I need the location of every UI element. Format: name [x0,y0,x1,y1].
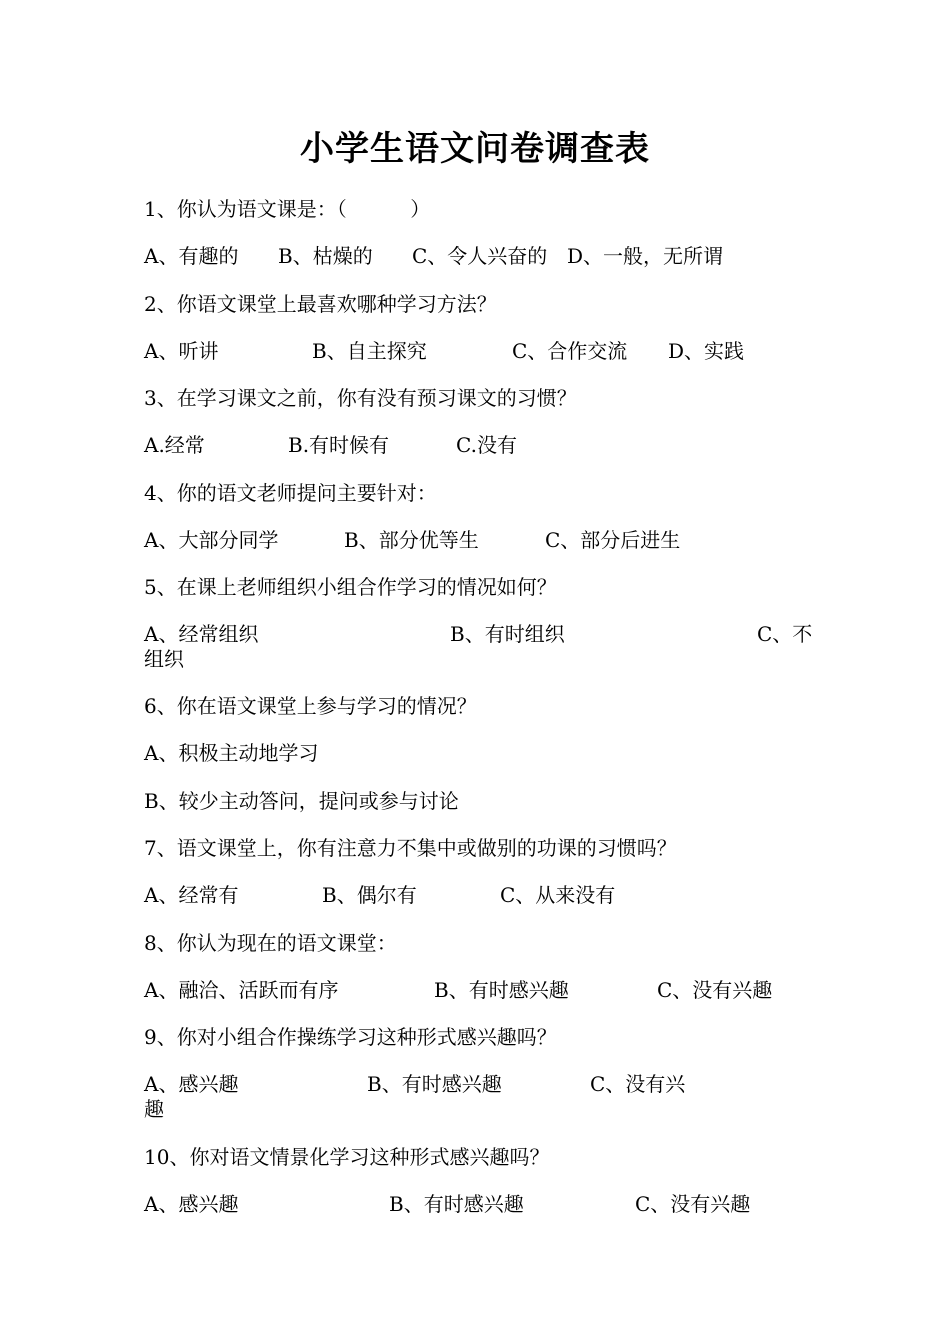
q8-option-c: C、没有兴趣 [657,978,773,1002]
q5-option-c-wrap: 组织 [144,647,184,671]
q9-option-b: B、有时感兴趣 [367,1072,502,1096]
q6-option-b: B、较少主动答问，提问或参与讨论 [144,789,459,813]
q5-option-c: C、不 [757,622,813,646]
question-3: 3、在学习课文之前，你有没有预习课文的习惯？ [144,386,577,410]
page-title: 小学生语文问卷调查表 [300,129,650,169]
q2-option-d: D、实践 [668,339,745,363]
q8-option-b: B、有时感兴趣 [434,978,569,1002]
q9-option-c: C、没有兴 [590,1072,686,1096]
q2-option-b: B、自主探究 [312,339,427,363]
q5-option-a: A、经常组织 [144,622,259,646]
q3-option-c: C.没有 [456,433,517,457]
question-7: 7、语文课堂上，你有注意力不集中或做别的功课的习惯吗？ [144,836,677,860]
question-1: 1、你认为语文课是：（ ） [144,197,431,221]
question-6: 6、你在语文课堂上参与学习的情况？ [144,694,477,718]
q10-option-a: A、感兴趣 [144,1192,239,1216]
q2-option-a: A、听讲 [144,339,219,363]
q1-option-a: A、有趣的 [144,244,239,268]
q1-option-b: B、枯燥的 [278,244,373,268]
q1-option-c: C、令人兴奋的 [412,244,548,268]
question-4: 4、你的语文老师提问主要针对： [144,481,437,505]
q3-option-b: B.有时候有 [288,433,390,457]
q9-option-a: A、感兴趣 [144,1072,239,1096]
q7-option-c: C、从来没有 [500,883,616,907]
q8-option-a: A、融洽、活跃而有序 [144,978,339,1002]
q9-option-c-wrap: 趣 [144,1097,164,1121]
q5-option-b: B、有时组织 [450,622,565,646]
q7-option-b: B、偶尔有 [322,883,417,907]
question-10: 10、你对语文情景化学习这种形式感兴趣吗？ [144,1145,550,1169]
q10-option-c: C、没有兴趣 [635,1192,751,1216]
q4-option-b: B、部分优等生 [344,528,479,552]
q10-option-b: B、有时感兴趣 [389,1192,524,1216]
question-8: 8、你认为现在的语文课堂： [144,931,397,955]
question-9: 9、你对小组合作操练学习这种形式感兴趣吗？ [144,1025,557,1049]
question-5: 5、在课上老师组织小组合作学习的情况如何？ [144,575,557,599]
q4-option-c: C、部分后进生 [545,528,681,552]
q6-option-a: A、积极主动地学习 [144,741,319,765]
q7-option-a: A、经常有 [144,883,239,907]
q3-option-a: A.经常 [144,433,205,457]
q1-option-d: D、一般，无所谓 [567,244,724,268]
q4-option-a: A、大部分同学 [144,528,279,552]
question-2: 2、你语文课堂上最喜欢哪种学习方法？ [144,292,497,316]
q2-option-c: C、合作交流 [512,339,628,363]
